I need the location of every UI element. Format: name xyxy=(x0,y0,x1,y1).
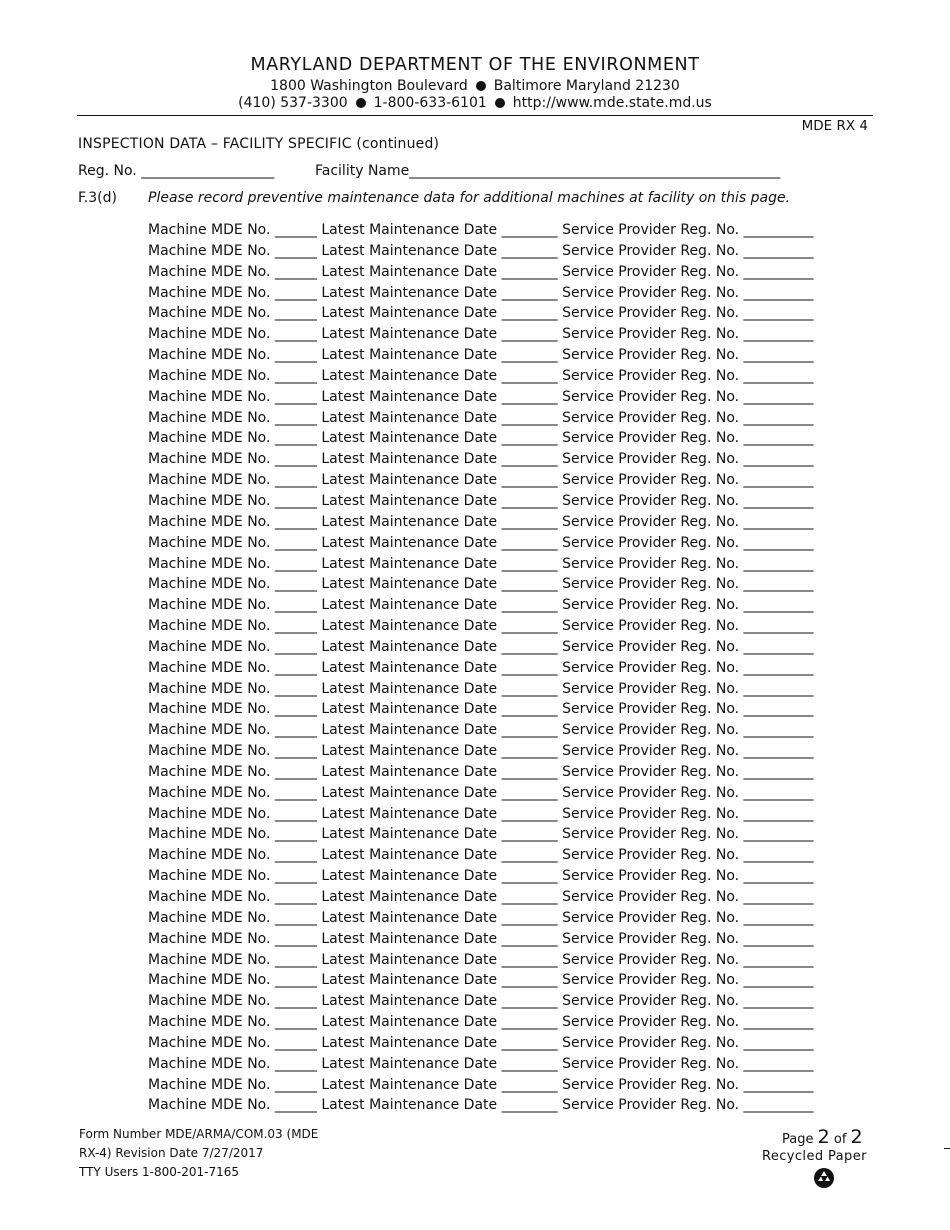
maintenance-date-field[interactable]: Latest Maintenance Date ________ xyxy=(321,1014,558,1031)
provider-reg-field[interactable]: Service Provider Reg. No. __________ xyxy=(562,222,814,238)
machine-row[interactable] xyxy=(148,991,814,1012)
instruction-text: Please record preventive maintenance data for additional machines at facility on this page. xyxy=(148,190,791,206)
maintenance-date-field[interactable]: Latest Maintenance Date ________ xyxy=(321,868,558,885)
machine-row[interactable] xyxy=(148,574,814,595)
street-address: 1800 Washington Boulevard xyxy=(270,78,468,94)
provider-reg-field[interactable]: Service Provider Reg. No. __________ xyxy=(562,1014,814,1031)
provider-reg-field[interactable]: Service Provider Reg. No. __________ xyxy=(562,597,814,614)
maintenance-date-field[interactable]: Latest Maintenance Date ________ xyxy=(321,534,558,551)
address-line xyxy=(0,78,950,94)
provider-reg-field[interactable]: Service Provider Reg. No. __________ xyxy=(562,763,814,780)
maintenance-date-field[interactable]: Latest Maintenance Date ________ xyxy=(321,763,558,780)
machine-mde-field[interactable]: Machine MDE No. ______ xyxy=(148,1014,317,1031)
machine-mde-field[interactable]: Machine MDE No. ______ xyxy=(148,534,317,551)
provider-reg-field[interactable]: Service Provider Reg. No. __________ xyxy=(562,555,814,572)
provider-reg-field[interactable]: Service Provider Reg. No. __________ xyxy=(562,1097,814,1114)
machine-mde-field[interactable]: Machine MDE No. ______ xyxy=(148,889,317,905)
machine-mde-field[interactable]: Machine MDE No. ______ xyxy=(148,659,317,676)
bullet-dot-icon xyxy=(476,81,486,91)
machine-mde-field[interactable]: Machine MDE No. ______ xyxy=(148,263,317,280)
maintenance-date-field[interactable]: Latest Maintenance Date ________ xyxy=(321,826,558,843)
machine-mde-field[interactable]: Machine MDE No. ______ xyxy=(148,1034,317,1051)
maintenance-date-field[interactable]: Latest Maintenance Date ________ xyxy=(321,847,558,864)
maintenance-date-field[interactable]: Latest Maintenance Date ________ xyxy=(321,930,558,947)
page-of: of xyxy=(833,1132,847,1147)
machine-row[interactable] xyxy=(148,491,814,512)
machine-row[interactable] xyxy=(148,679,814,700)
maintenance-date-field[interactable]: Latest Maintenance Date ________ xyxy=(321,1034,558,1051)
maintenance-date-field[interactable]: Latest Maintenance Date ________ xyxy=(321,972,558,989)
machine-mde-field[interactable]: Machine MDE No. ______ xyxy=(148,951,317,968)
provider-reg-field[interactable]: Service Provider Reg. No. __________ xyxy=(562,242,814,259)
provider-reg-field[interactable]: Service Provider Reg. No. __________ xyxy=(562,826,814,843)
contact-line xyxy=(0,95,950,111)
maintenance-date-field[interactable]: Latest Maintenance Date ________ xyxy=(321,513,558,530)
page-current: 2 xyxy=(817,1126,830,1148)
machine-row[interactable] xyxy=(148,283,814,304)
machine-row[interactable] xyxy=(148,1033,814,1054)
maintenance-date-field[interactable]: Latest Maintenance Date ________ xyxy=(321,388,558,405)
page-total: 2 xyxy=(850,1126,863,1148)
edge-mark xyxy=(944,1148,950,1149)
provider-reg-field[interactable]: Service Provider Reg. No. __________ xyxy=(562,847,814,864)
machine-row[interactable] xyxy=(148,324,814,345)
machine-row[interactable] xyxy=(148,762,814,783)
machine-mde-field[interactable]: Machine MDE No. ______ xyxy=(148,743,317,760)
machine-row[interactable] xyxy=(148,887,814,908)
machine-mde-field[interactable]: Machine MDE No. ______ xyxy=(148,638,317,655)
website-link[interactable]: http://www.mde.state.md.us xyxy=(512,95,712,111)
machine-rows xyxy=(148,220,814,1116)
machine-row[interactable] xyxy=(148,1095,814,1116)
machine-row[interactable] xyxy=(148,950,814,971)
machine-mde-field[interactable]: Machine MDE No. ______ xyxy=(148,555,317,572)
machine-row[interactable] xyxy=(148,470,814,491)
machine-row[interactable] xyxy=(148,1075,814,1096)
city-address: Baltimore Maryland 21230 xyxy=(493,78,680,94)
machine-mde-field[interactable]: Machine MDE No. ______ xyxy=(148,701,317,718)
machine-mde-field[interactable]: Machine MDE No. ______ xyxy=(148,492,317,509)
provider-reg-field[interactable]: Service Provider Reg. No. __________ xyxy=(562,284,814,301)
form-number-line-1: Form Number MDE/ARMA/COM.03 (MDE xyxy=(79,1127,319,1141)
page-indicator xyxy=(782,1126,863,1148)
machine-mde-field[interactable]: Machine MDE No. ______ xyxy=(148,242,317,259)
page-prefix: Page xyxy=(782,1132,814,1147)
machine-row[interactable] xyxy=(148,866,814,887)
provider-reg-field[interactable]: Service Provider Reg. No. __________ xyxy=(562,1034,814,1051)
machine-row[interactable] xyxy=(148,408,814,429)
maintenance-date-field[interactable]: Latest Maintenance Date ________ xyxy=(321,222,558,238)
provider-reg-field[interactable]: Service Provider Reg. No. __________ xyxy=(562,680,814,697)
machine-mde-field[interactable]: Machine MDE No. ______ xyxy=(148,451,317,468)
agency-name: MARYLAND DEPARTMENT OF THE ENVIRONMENT xyxy=(250,55,700,75)
provider-reg-field[interactable]: Service Provider Reg. No. __________ xyxy=(562,492,814,509)
machine-mde-field[interactable]: Machine MDE No. ______ xyxy=(148,722,317,739)
machine-row[interactable] xyxy=(148,554,814,575)
maintenance-date-field[interactable]: Latest Maintenance Date ________ xyxy=(321,784,558,801)
machine-mde-field[interactable]: Machine MDE No. ______ xyxy=(148,472,317,489)
machine-mde-field[interactable]: Machine MDE No. ______ xyxy=(148,326,317,343)
machine-row[interactable] xyxy=(148,533,814,554)
machine-mde-field[interactable]: Machine MDE No. ______ xyxy=(148,1076,317,1093)
maintenance-date-field[interactable]: Latest Maintenance Date ________ xyxy=(321,326,558,343)
machine-row[interactable] xyxy=(148,512,814,533)
maintenance-date-field[interactable]: Latest Maintenance Date ________ xyxy=(321,451,558,468)
maintenance-date-field[interactable]: Latest Maintenance Date ________ xyxy=(321,242,558,259)
machine-row[interactable] xyxy=(148,345,814,366)
machine-row[interactable] xyxy=(148,303,814,324)
machine-row[interactable] xyxy=(148,929,814,950)
provider-reg-field[interactable]: Service Provider Reg. No. __________ xyxy=(562,388,814,405)
provider-reg-field[interactable]: Service Provider Reg. No. __________ xyxy=(562,805,814,822)
provider-reg-field[interactable]: Service Provider Reg. No. __________ xyxy=(562,576,814,593)
provider-reg-field[interactable]: Service Provider Reg. No. __________ xyxy=(562,263,814,280)
tollfree-number: 1-800-633-6101 xyxy=(373,95,487,111)
provider-reg-field[interactable]: Service Provider Reg. No. __________ xyxy=(562,659,814,676)
machine-mde-field[interactable]: Machine MDE No. ______ xyxy=(148,284,317,301)
maintenance-date-field[interactable]: Latest Maintenance Date ________ xyxy=(321,284,558,301)
maintenance-date-field[interactable]: Latest Maintenance Date ________ xyxy=(321,722,558,739)
provider-reg-field[interactable]: Service Provider Reg. No. __________ xyxy=(562,1055,814,1072)
provider-reg-field[interactable]: Service Provider Reg. No. __________ xyxy=(562,930,814,947)
machine-mde-field[interactable]: Machine MDE No. ______ xyxy=(148,222,317,238)
machine-mde-field[interactable]: Machine MDE No. ______ xyxy=(148,576,317,593)
machine-row[interactable] xyxy=(148,387,814,408)
provider-reg-field[interactable]: Service Provider Reg. No. __________ xyxy=(562,909,814,926)
provider-reg-field[interactable]: Service Provider Reg. No. __________ xyxy=(562,534,814,551)
maintenance-date-field[interactable]: Latest Maintenance Date ________ xyxy=(321,409,558,426)
machine-row[interactable] xyxy=(148,1012,814,1033)
maintenance-date-field[interactable]: Latest Maintenance Date ________ xyxy=(321,472,558,489)
maintenance-date-field[interactable]: Latest Maintenance Date ________ xyxy=(321,1055,558,1072)
maintenance-date-field[interactable]: Latest Maintenance Date ________ xyxy=(321,492,558,509)
provider-reg-field[interactable]: Service Provider Reg. No. __________ xyxy=(562,347,814,364)
tty-line: TTY Users 1-800-201-7165 xyxy=(79,1165,239,1179)
machine-mde-field[interactable]: Machine MDE No. ______ xyxy=(148,826,317,843)
bullet-dot-icon xyxy=(356,98,366,108)
provider-reg-field[interactable]: Service Provider Reg. No. __________ xyxy=(562,638,814,655)
machine-mde-field[interactable]: Machine MDE No. ______ xyxy=(148,868,317,885)
maintenance-date-field[interactable]: Latest Maintenance Date ________ xyxy=(321,430,558,447)
machine-row[interactable] xyxy=(148,720,814,741)
machine-mde-field[interactable]: Machine MDE No. ______ xyxy=(148,805,317,822)
machine-row[interactable] xyxy=(148,595,814,616)
maintenance-date-field[interactable]: Latest Maintenance Date ________ xyxy=(321,576,558,593)
form-code: MDE RX 4 xyxy=(801,118,868,134)
provider-reg-field[interactable]: Service Provider Reg. No. __________ xyxy=(562,409,814,426)
provider-reg-field[interactable]: Service Provider Reg. No. __________ xyxy=(562,430,814,447)
machine-row[interactable] xyxy=(148,366,814,387)
machine-row[interactable] xyxy=(148,824,814,845)
form-number-line-2: RX-4) Revision Date 7/27/2017 xyxy=(79,1146,264,1160)
section-code: F.3(d) xyxy=(78,190,117,206)
machine-row[interactable] xyxy=(148,699,814,720)
machine-mde-field[interactable]: Machine MDE No. ______ xyxy=(148,909,317,926)
provider-reg-field[interactable]: Service Provider Reg. No. __________ xyxy=(562,472,814,489)
provider-reg-field[interactable]: Service Provider Reg. No. __________ xyxy=(562,722,814,739)
machine-row[interactable] xyxy=(148,262,814,283)
maintenance-date-field[interactable]: Latest Maintenance Date ________ xyxy=(321,743,558,760)
machine-row[interactable] xyxy=(148,220,814,241)
machine-mde-field[interactable]: Machine MDE No. ______ xyxy=(148,972,317,989)
facility-name-field[interactable]: Facility Name_____________________________________________________ xyxy=(315,163,781,179)
maintenance-date-field[interactable]: Latest Maintenance Date ________ xyxy=(321,347,558,364)
machine-row[interactable] xyxy=(148,428,814,449)
machine-row[interactable] xyxy=(148,741,814,762)
machine-mde-field[interactable]: Machine MDE No. ______ xyxy=(148,409,317,426)
machine-mde-field[interactable]: Machine MDE No. ______ xyxy=(148,1055,317,1072)
machine-row[interactable] xyxy=(148,616,814,637)
machine-mde-field[interactable]: Machine MDE No. ______ xyxy=(148,763,317,780)
header-divider xyxy=(77,115,873,116)
maintenance-date-field[interactable]: Latest Maintenance Date ________ xyxy=(321,680,558,697)
provider-reg-field[interactable]: Service Provider Reg. No. __________ xyxy=(562,1076,814,1093)
maintenance-date-field[interactable]: Latest Maintenance Date ________ xyxy=(321,951,558,968)
maintenance-date-field[interactable]: Latest Maintenance Date ________ xyxy=(321,367,558,384)
machine-mde-field[interactable]: Machine MDE No. ______ xyxy=(148,680,317,697)
maintenance-date-field[interactable]: Latest Maintenance Date ________ xyxy=(321,701,558,718)
recycle-icon xyxy=(813,1167,835,1189)
maintenance-date-field[interactable]: Latest Maintenance Date ________ xyxy=(321,993,558,1010)
maintenance-date-field[interactable]: Latest Maintenance Date ________ xyxy=(321,638,558,655)
machine-mde-field[interactable]: Machine MDE No. ______ xyxy=(148,930,317,947)
provider-reg-field[interactable]: Service Provider Reg. No. __________ xyxy=(562,784,814,801)
machine-mde-field[interactable]: Machine MDE No. ______ xyxy=(148,784,317,801)
provider-reg-field[interactable]: Service Provider Reg. No. __________ xyxy=(562,701,814,718)
machine-row[interactable] xyxy=(148,970,814,991)
machine-row[interactable] xyxy=(148,449,814,470)
section-title: INSPECTION DATA – FACILITY SPECIFIC (continued) xyxy=(78,136,440,152)
provider-reg-field[interactable]: Service Provider Reg. No. __________ xyxy=(562,367,814,384)
maintenance-date-field[interactable]: Latest Maintenance Date ________ xyxy=(321,1097,558,1114)
maintenance-date-field[interactable]: Latest Maintenance Date ________ xyxy=(321,305,558,322)
machine-mde-field[interactable]: Machine MDE No. ______ xyxy=(148,430,317,447)
machine-mde-field[interactable]: Machine MDE No. ______ xyxy=(148,1097,317,1114)
machine-mde-field[interactable]: Machine MDE No. ______ xyxy=(148,618,317,635)
maintenance-date-field[interactable]: Latest Maintenance Date ________ xyxy=(321,555,558,572)
maintenance-date-field[interactable]: Latest Maintenance Date ________ xyxy=(321,263,558,280)
provider-reg-field[interactable]: Service Provider Reg. No. __________ xyxy=(562,305,814,322)
provider-reg-field[interactable]: Service Provider Reg. No. __________ xyxy=(562,743,814,760)
provider-reg-field[interactable]: Service Provider Reg. No. __________ xyxy=(562,326,814,343)
machine-row[interactable] xyxy=(148,1054,814,1075)
maintenance-date-field[interactable]: Latest Maintenance Date ________ xyxy=(321,597,558,614)
phone-number: (410) 537-3300 xyxy=(238,95,348,111)
machine-row[interactable] xyxy=(148,908,814,929)
provider-reg-field[interactable]: Service Provider Reg. No. __________ xyxy=(562,868,814,885)
machine-mde-field[interactable]: Machine MDE No. ______ xyxy=(148,347,317,364)
machine-row[interactable] xyxy=(148,658,814,679)
provider-reg-field[interactable]: Service Provider Reg. No. __________ xyxy=(562,889,814,905)
recycled-paper-label: Recycled Paper xyxy=(762,1149,867,1164)
maintenance-date-field[interactable]: Latest Maintenance Date ________ xyxy=(321,659,558,676)
machine-mde-field[interactable]: Machine MDE No. ______ xyxy=(148,388,317,405)
machine-row[interactable] xyxy=(148,845,814,866)
provider-reg-field[interactable]: Service Provider Reg. No. __________ xyxy=(562,451,814,468)
maintenance-date-field[interactable]: Latest Maintenance Date ________ xyxy=(321,909,558,926)
provider-reg-field[interactable]: Service Provider Reg. No. __________ xyxy=(562,951,814,968)
provider-reg-field[interactable]: Service Provider Reg. No. __________ xyxy=(562,618,814,635)
machine-row[interactable] xyxy=(148,804,814,825)
maintenance-date-field[interactable]: Latest Maintenance Date ________ xyxy=(321,805,558,822)
machine-row[interactable] xyxy=(148,241,814,262)
reg-no-field[interactable]: Reg. No. ___________________ xyxy=(78,163,275,179)
machine-mde-field[interactable]: Machine MDE No. ______ xyxy=(148,597,317,614)
machine-mde-field[interactable]: Machine MDE No. ______ xyxy=(148,367,317,384)
machine-mde-field[interactable]: Machine MDE No. ______ xyxy=(148,993,317,1010)
maintenance-date-field[interactable]: Latest Maintenance Date ________ xyxy=(321,618,558,635)
machine-mde-field[interactable]: Machine MDE No. ______ xyxy=(148,305,317,322)
machine-row[interactable] xyxy=(148,637,814,658)
maintenance-date-field[interactable]: Latest Maintenance Date ________ xyxy=(321,1076,558,1093)
bullet-dot-icon xyxy=(495,98,505,108)
provider-reg-field[interactable]: Service Provider Reg. No. __________ xyxy=(562,513,814,530)
machine-mde-field[interactable]: Machine MDE No. ______ xyxy=(148,847,317,864)
machine-mde-field[interactable]: Machine MDE No. ______ xyxy=(148,513,317,530)
machine-row[interactable] xyxy=(148,783,814,804)
maintenance-date-field[interactable]: Latest Maintenance Date ________ xyxy=(321,889,558,905)
provider-reg-field[interactable]: Service Provider Reg. No. __________ xyxy=(562,972,814,989)
provider-reg-field[interactable]: Service Provider Reg. No. __________ xyxy=(562,993,814,1010)
